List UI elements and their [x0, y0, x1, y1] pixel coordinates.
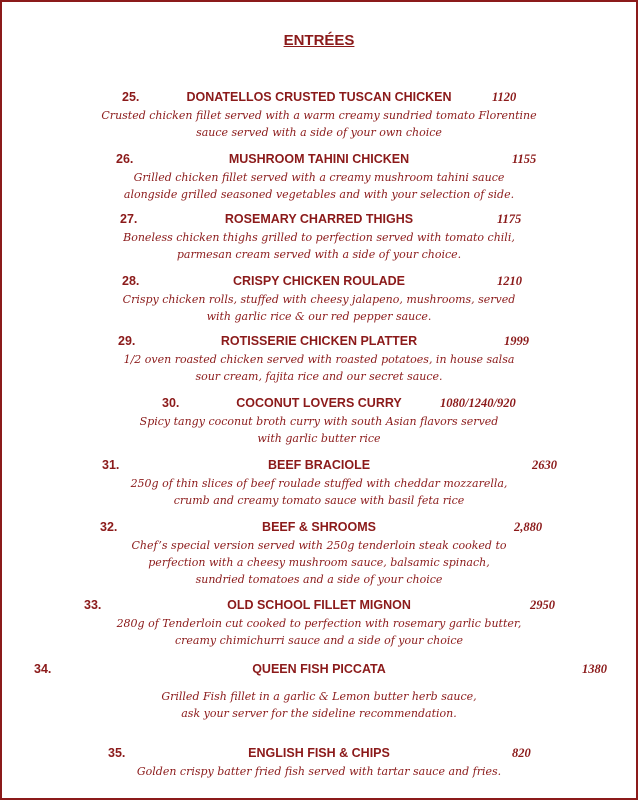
description-line: sour cream, fajita rice and our secret sauce.	[195, 370, 443, 383]
description-line: Spicy tangy coconut broth curry with south Asian flavors served	[139, 415, 499, 428]
description-line: Grilled chicken fillet served with a creamy mushroom tahini sauce	[133, 171, 505, 184]
item-description	[2, 351, 636, 385]
description-line: Chef’s special version served with 250g tenderloin steak cooked to	[131, 539, 507, 552]
item-price: 820	[512, 746, 531, 760]
item-number: 29.	[118, 334, 136, 348]
item-price: 2950	[530, 598, 555, 612]
item-price: 1210	[497, 274, 522, 288]
item-price: 1999	[504, 334, 529, 348]
item-price: 2630	[532, 458, 557, 472]
item-description	[2, 107, 636, 141]
description-line: 1/2 oven roasted chicken served with roasted potatoes, in house salsa	[123, 353, 515, 366]
item-description	[2, 688, 636, 722]
item-number: 26.	[116, 152, 134, 166]
item-price: 1175	[497, 212, 522, 226]
description-line: Grilled Fish fillet in a garlic & Lemon butter herb sauce,	[161, 690, 477, 703]
item-number: 25.	[122, 90, 140, 104]
item-description	[2, 169, 636, 203]
item-name: OLD SCHOOL FILLET MIGNON	[227, 598, 411, 612]
description-line: Crispy chicken rolls, stuffed with cheesy jalapeno, mushrooms, served	[122, 293, 516, 306]
item-description	[2, 615, 636, 649]
description-line: creamy chimichurri sauce and a side of your choice	[174, 634, 464, 647]
item-name: DONATELLOS CRUSTED TUSCAN CHICKEN	[186, 90, 452, 104]
description-line: with garlic rice & our red pepper sauce.	[206, 310, 432, 323]
item-name: MUSHROOM TAHINI CHICKEN	[228, 152, 410, 166]
item-description	[2, 291, 636, 325]
description-line: Boneless chicken thighs grilled to perfection served with tomato chili,	[123, 231, 515, 244]
item-name: CRISPY CHICKEN ROULADE	[232, 274, 405, 288]
description-line: alongside grilled seasoned vegetables and with your selection of side.	[123, 188, 515, 201]
item-description	[2, 763, 636, 780]
item-price: 1080/1240/920	[440, 396, 516, 410]
description-line: perfection with a cheesy mushroom sauce, balsamic spinach,	[148, 556, 490, 569]
item-price: 1155	[512, 152, 537, 166]
section-title: ENTRÉES	[283, 32, 355, 49]
item-name: QUEEN FISH PICCATA	[252, 662, 386, 676]
item-description	[2, 537, 636, 588]
item-number: 30.	[162, 396, 180, 410]
item-price: 1380	[582, 662, 607, 676]
description-line: Crusted chicken fillet served with a warm creamy sundried tomato Florentine	[101, 109, 537, 122]
item-description	[2, 413, 636, 447]
item-price: 2,880	[514, 520, 543, 534]
item-description	[2, 475, 636, 509]
item-number: 27.	[120, 212, 138, 226]
description-line: 250g of thin slices of beef roulade stuffed with cheddar mozzarella,	[130, 477, 508, 490]
item-description	[2, 229, 636, 263]
item-name: COCONUT LOVERS CURRY	[236, 396, 402, 410]
description-line: ask your server for the sideline recommendation.	[181, 707, 457, 720]
item-number: 34.	[34, 662, 52, 676]
item-number: 28.	[122, 274, 140, 288]
item-name: ENGLISH FISH & CHIPS	[248, 746, 390, 760]
description-line: crumb and creamy tomato sauce with basil feta rice	[173, 494, 465, 507]
description-line: parmesan cream served with a side of your choice.	[176, 248, 462, 261]
description-line: 280g of Tenderloin cut cooked to perfection with rosemary garlic butter,	[116, 617, 522, 630]
item-number: 32.	[100, 520, 118, 534]
item-number: 35.	[108, 746, 126, 760]
item-name: ROTISSERIE CHICKEN PLATTER	[220, 334, 418, 348]
description-line: sundried tomatoes and a side of your choice	[195, 573, 443, 586]
description-line: Golden crispy batter fried fish served with tartar sauce and fries.	[136, 765, 502, 778]
item-number: 33.	[84, 598, 102, 612]
item-name: BEEF & SHROOMS	[262, 520, 376, 534]
item-name: ROSEMARY CHARRED THIGHS	[224, 212, 414, 226]
item-name: BEEF BRACIOLE	[267, 458, 371, 472]
item-price: 1120	[492, 90, 517, 104]
description-line: with garlic butter rice	[257, 432, 381, 445]
item-number: 31.	[102, 458, 120, 472]
description-line: sauce served with a side of your own choice	[196, 126, 442, 139]
